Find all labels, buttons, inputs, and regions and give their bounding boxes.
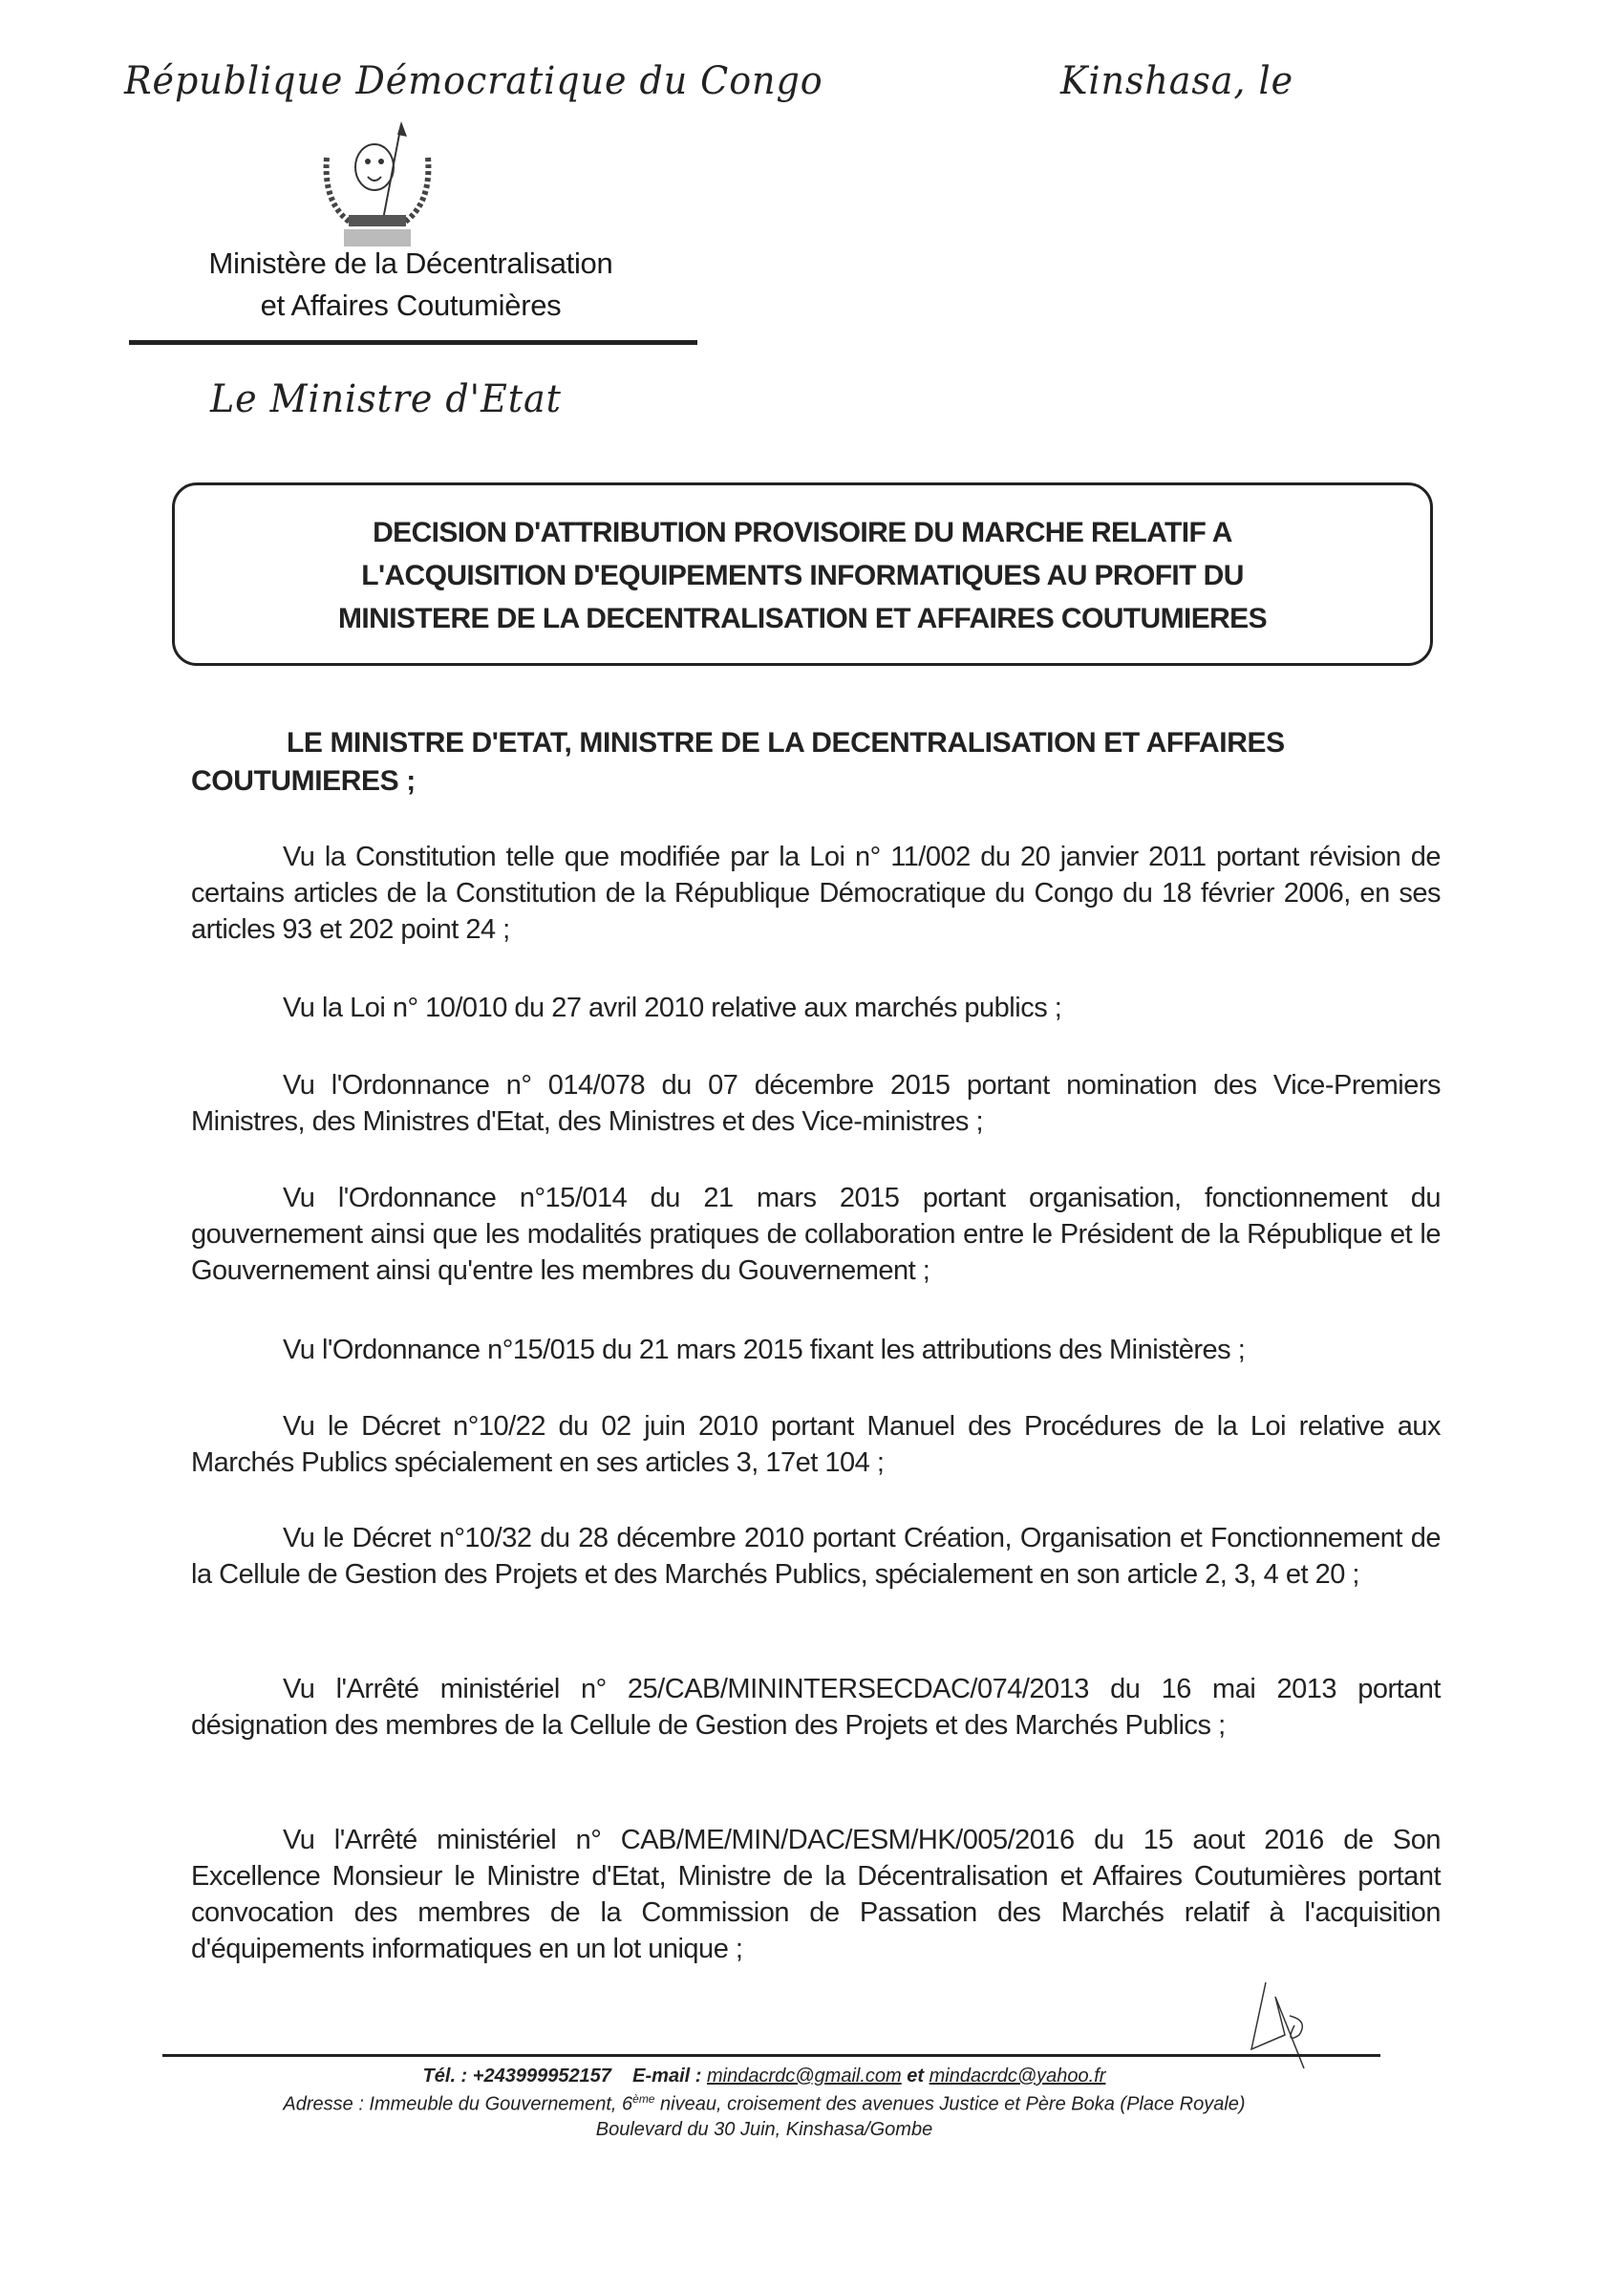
address-part: Adresse : Immeuble du Gouvernement, 6	[283, 2093, 633, 2115]
paragraph: Vu le Décret n°10/22 du 02 juin 2010 portant Manuel des Procédures de la Loi relative aux Marchés Publics spécialement en ses articles 3, 17et 104 ;	[191, 1411, 1441, 1478]
country-name: République Démocratique du Congo	[124, 59, 823, 103]
footer-address-line2: Boulevard du 30 Juin, Kinshasa/Gombe	[595, 2119, 933, 2140]
minister-title: Le Ministre d'Etat	[210, 377, 562, 421]
footer-address	[143, 2092, 1385, 2116]
paragraph: Vu l'Arrêté ministériel n° 25/CAB/MININTERSECDAC/074/2013 du 16 mai 2013 portant désignation des membres de la Cellule de Gestion des Projets et des Marchés Publics ;	[191, 1674, 1441, 1741]
paragraph: Vu la Loi n° 10/010 du 27 avril 2010 relative aux marchés publics ;	[283, 993, 1062, 1023]
ministry-name-line1: Ministère de la Décentralisation	[208, 246, 613, 280]
address-part: niveau, croisement des avenues Justice et Père Boka (Place Royale)	[654, 2093, 1246, 2115]
paragraph: Vu l'Ordonnance n°15/014 du 21 mars 2015 portant organisation, fonctionnement du gouvernement ainsi que les modalités pratiques de collaboration entre le Président de la République et le Gouvernement ainsi qu'entre les membres du Gouvernement ;	[191, 1183, 1441, 1286]
paragraph: Vu la Constitution telle que modifiée par la Loi n° 11/002 du 20 janvier 2011 portant révision de certains articles de la Constitution de la République Démocratique du Congo du 18 février 2006, en ses articles 93 et 202 point 24 ;	[191, 842, 1441, 945]
paragraph: Vu l'Arrêté ministériel n° CAB/ME/MIN/DAC/ESM/HK/005/2016 du 15 aout 2016 de Son Excellence Monsieur le Ministre d'Etat, Ministre de la Décentralisation et Affaires Coutumières portant convocation des membres de la Commission de Passation des Marchés relatif à l'acquisition d'équipements informatiques en un lot unique ;	[191, 1825, 1441, 1964]
title-line: L'ACQUISITION D'EQUIPEMENTS INFORMATIQUES AU PROFIT DU	[361, 560, 1244, 591]
address-sup: ème	[632, 2092, 655, 2106]
place-date: Kinshasa, le	[1060, 59, 1294, 103]
footer-and: et	[907, 2066, 925, 2087]
decision-title-box	[172, 482, 1433, 666]
email-link-gmail[interactable]: mindacrdc@gmail.com	[706, 2066, 902, 2087]
title-line: DECISION D'ATTRIBUTION PROVISOIRE DU MARCHE RELATIF A	[373, 517, 1232, 548]
footer-divider	[162, 2054, 1380, 2057]
email-link-yahoo[interactable]: mindacrdc@yahoo.fr	[929, 2066, 1106, 2087]
paragraph: Vu le Décret n°10/32 du 28 décembre 2010 portant Création, Organisation et Fonctionnement de la Cellule de Gestion des Projets et des Marchés Publics, spécialement en son article 2, 3, 4 et 20 ;	[191, 1523, 1441, 1590]
footer-contact	[143, 2066, 1385, 2087]
coat-of-arms-emblem	[315, 119, 439, 248]
header-divider	[129, 340, 697, 345]
title-line: MINISTERE DE LA DECENTRALISATION ET AFFAIRES COUTUMIERES	[338, 603, 1267, 634]
minister-heading: LE MINISTRE D'ETAT, MINISTRE DE LA DECENTRALISATION ET AFFAIRES COUTUMIERES ;	[191, 727, 1285, 797]
footer-tel: Tél. : +243999952157	[422, 2066, 611, 2087]
paragraph: Vu l'Ordonnance n°15/015 du 21 mars 2015 fixant les attributions des Ministères ;	[283, 1335, 1246, 1365]
paragraph: Vu l'Ordonnance n° 014/078 du 07 décembre 2015 portant nomination des Vice-Premiers Ministres, des Ministres d'Etat, des Ministres et des Vice-ministres ;	[191, 1070, 1441, 1137]
ministry-name-line2: et Affaires Coutumières	[260, 289, 562, 322]
footer-email-label: E-mail :	[632, 2066, 702, 2087]
